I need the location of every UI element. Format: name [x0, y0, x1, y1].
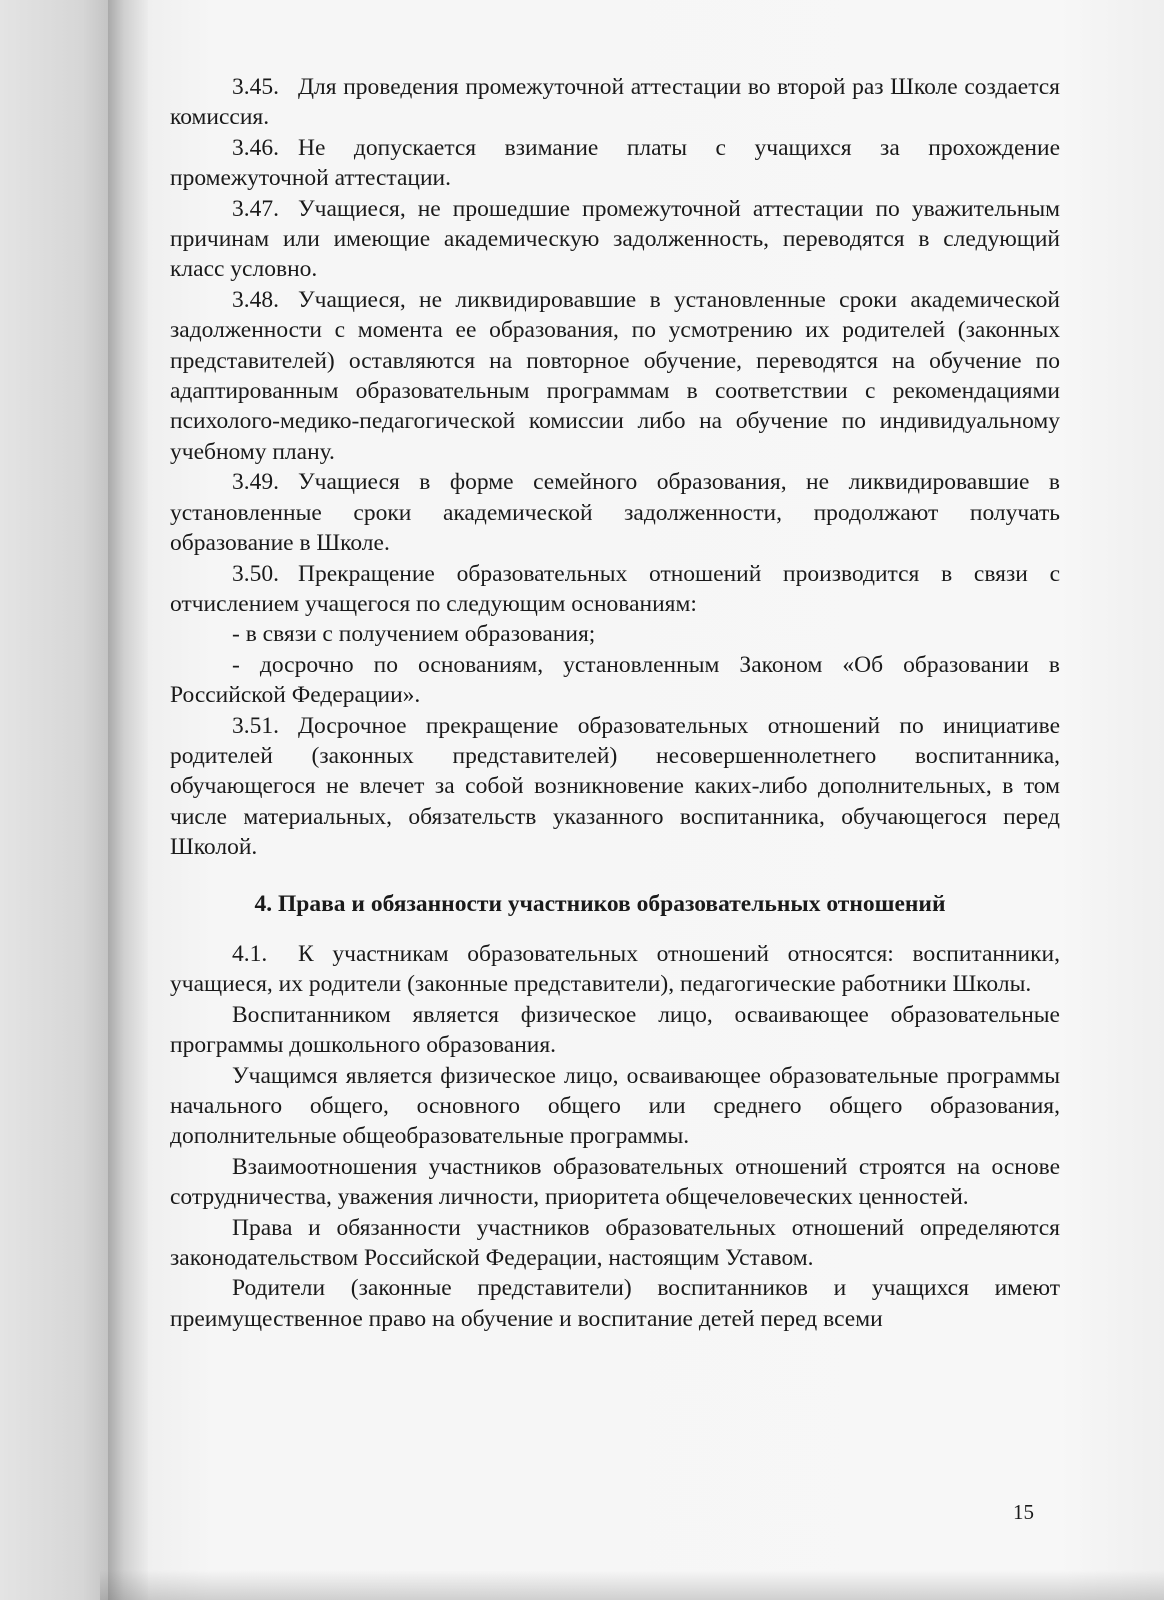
clause-number: 3.51.: [232, 712, 279, 739]
paragraph-3-48: [170, 285, 1060, 467]
paragraph-3-51: [170, 711, 1060, 863]
book-gutter: [108, 0, 148, 1600]
list-item: - досрочно по основаниям, установленным Законом «Об образовании в Российской Федерации».: [170, 651, 1060, 709]
paragraph-4-1: [170, 939, 1060, 1000]
clause-number: 4.1.: [232, 940, 268, 967]
paragraph-3-49: [170, 467, 1060, 558]
paragraph: Родители (законные представители) воспитанников и учащихся имеют преимущественное право на обучение и воспитание детей перед всеми: [170, 1275, 1060, 1332]
clause-text: Досрочное прекращение образовательных отношений по инициативе родителей (законных представителей) несовершеннолетнего воспитанника, обучающегося не влечет за собой возникновение каких-либо дополнительных, в том числе материальных, обязательств указанного воспитанника, обучающегося перед Школой.: [170, 712, 1060, 861]
page-bottom-shadow: [100, 1570, 1164, 1600]
clause-number: 3.48.: [232, 286, 279, 313]
clause-text: Учащиеся, не прошедшие промежуточной аттестации по уважительным причинам или имеющие академическую задолженность, переводятся в следующий класс условно.: [170, 195, 1060, 283]
paragraph: Учащимся является физическое лицо, осваивающее образовательные программы начального общего, основного общего или среднего общего образования, дополнительные общеобразовательные программы.: [170, 1062, 1060, 1150]
clause-text: К участникам образовательных отношений относятся: воспитанники, учащиеся, их родители (законные представители), педагогические работники Школы.: [170, 940, 1060, 998]
paragraph: Права и обязанности участников образовательных отношений определяются законодательством Российской Федерации, настоящим Уставом.: [170, 1214, 1060, 1272]
clause-text: Учащиеся, не ликвидировавшие в установленные сроки академической задолженности с момента ее образования, по усмотрению их родителей (законных представителей) оставляются на повторное обучение, переводятся на обучение по адаптированным образовательным программам в соответствии с рекомендациями психолого-медико-педагогической комиссии либо на обучение по индивидуальному учебному плану.: [170, 286, 1060, 465]
clause-number: 3.49.: [232, 469, 279, 496]
paragraph-3-47: [170, 194, 1060, 285]
paragraph: Взаимоотношения участников образовательных отношений строятся на основе сотрудничества, уважения личности, приоритета общечеловеческих ценностей.: [170, 1153, 1060, 1211]
section-heading: 4. Права и обязанности участников образовательных отношений: [254, 890, 946, 917]
previous-page-edge: [0, 0, 118, 1600]
paragraph-3-46: [170, 133, 1060, 194]
clause-number: 3.50.: [232, 560, 279, 587]
paragraph: Воспитанником является физическое лицо, осваивающее образовательные программы дошкольного образования.: [170, 1001, 1060, 1059]
page-number: 15: [1013, 1500, 1034, 1524]
clause-text: Для проведения промежуточной аттестации во второй раз Школе создается комиссия.: [170, 74, 1060, 131]
clause-text: Учащиеся в форме семейного образования, не ликвидировавшие в установленные сроки академической задолженности, продолжают получать образование в Школе.: [170, 469, 1060, 557]
clause-text: Не допускается взимание платы с учащихся за прохождение промежуточной аттестации.: [170, 134, 1060, 192]
page-body: [170, 72, 1060, 1334]
paragraph-3-50: [170, 559, 1060, 620]
clause-number: 3.46.: [232, 134, 279, 161]
clause-number: 3.45.: [232, 74, 279, 100]
list-item: - в связи с получением образования;: [232, 621, 596, 648]
clause-number: 3.47.: [232, 195, 279, 222]
clause-text: Прекращение образовательных отношений производится в связи с отчислением учащегося по следующим основаниям:: [170, 560, 1060, 617]
paragraph-3-45: [170, 72, 1060, 133]
